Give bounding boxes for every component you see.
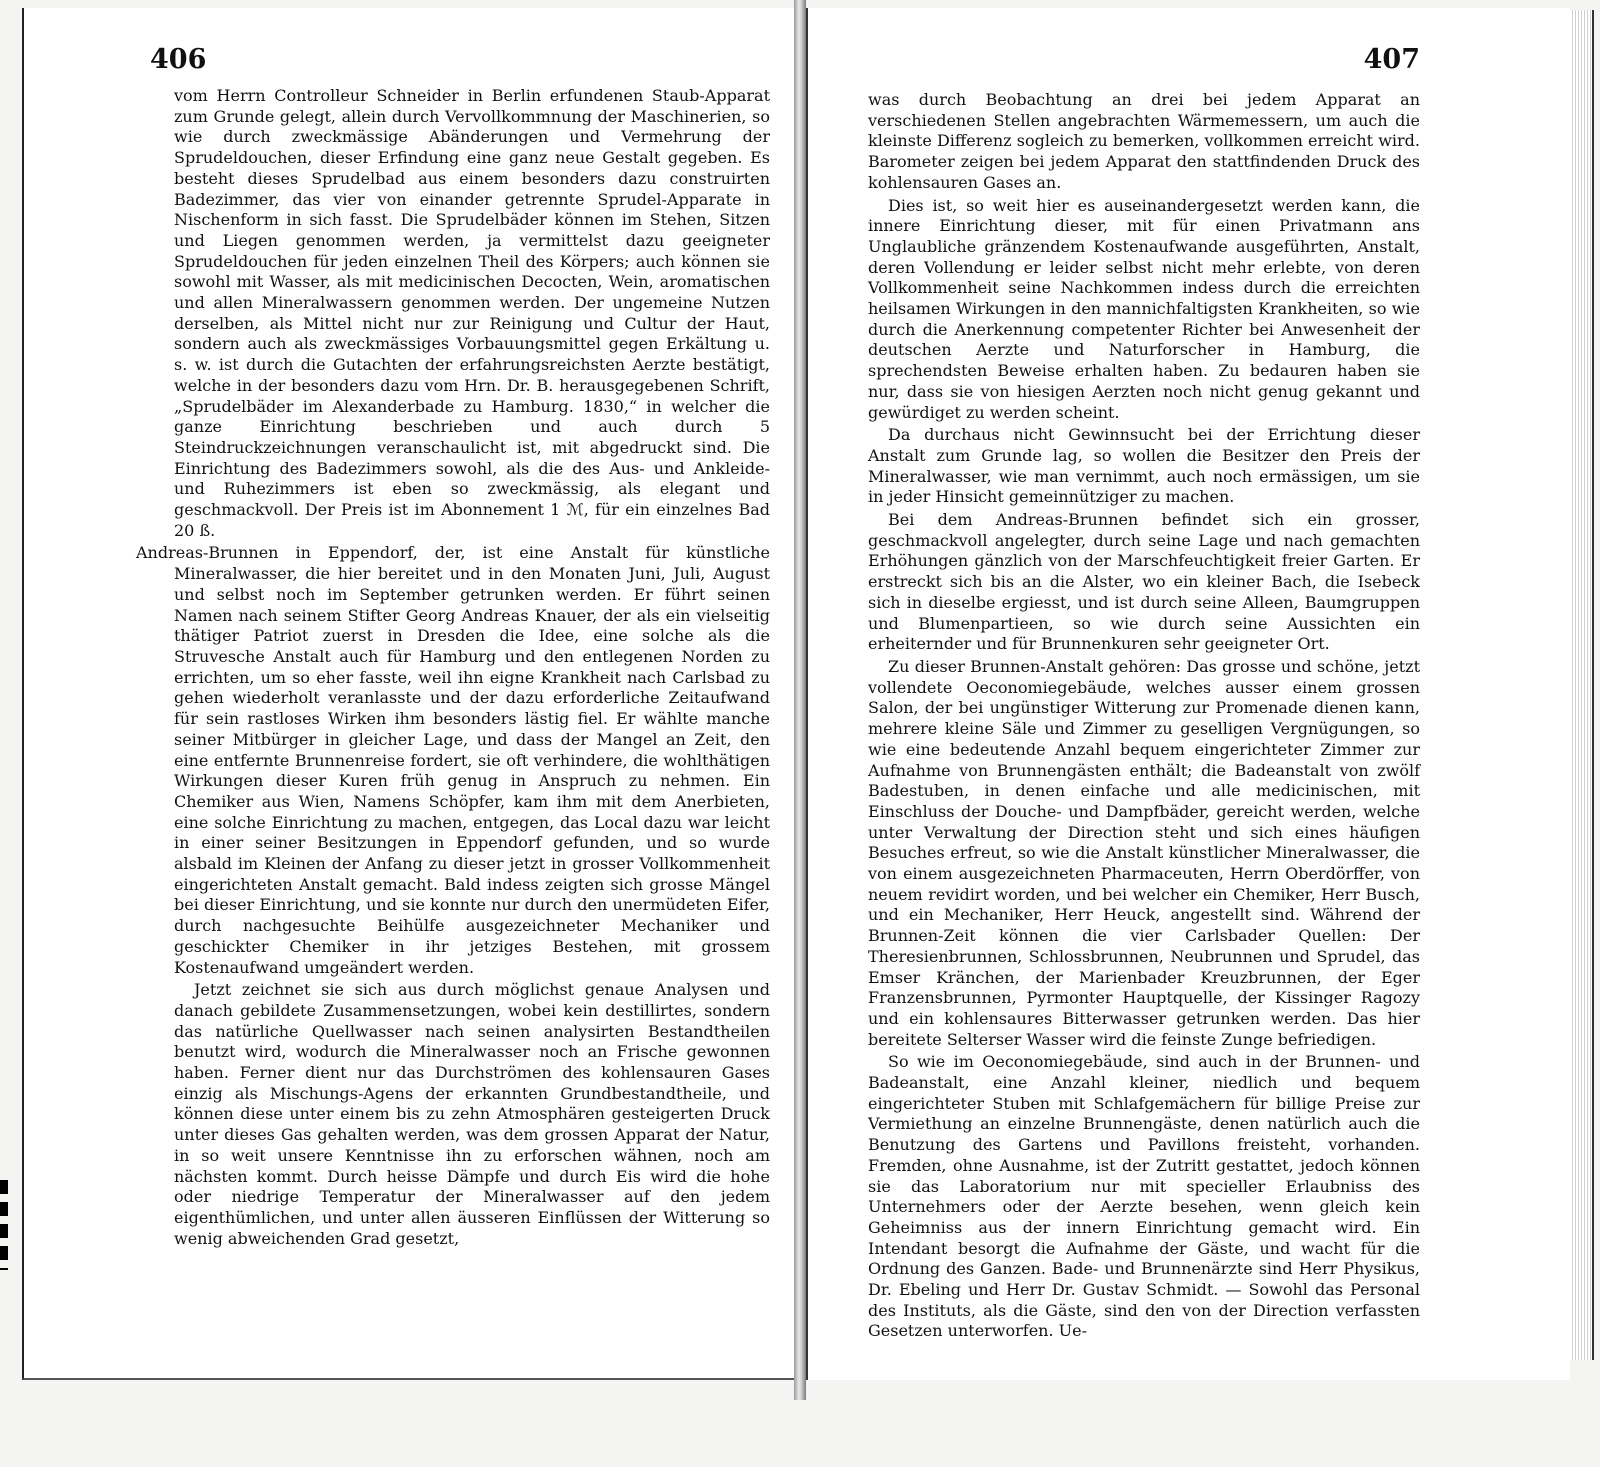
- paragraph: Dies ist, so weit hier es auseinandergesetzt werden kann, die innere Einrichtung dieser, mit für einen Privatmann ans Unglaubliche gränzendem Kostenaufwande ausgeführten, Anstalt, deren Vollendung er leider selbst nicht mehr erlebte, von deren Vollkommenheit seine Nachkommen indess durch die erreichten heilsamen Wirkungen in den mannichfaltigsten Krankheiten, so wie durch die Anerkennung competenter Richter bei Anwesenheit der deutschen Aerzte und Naturforscher in Hamburg, die sprechendsten Beweise erhalten haben. Zu bedauren haben sie nur, dass sie von hiesigen Aerzten noch nicht genug gekannt und gewürdiget zu werden scheint.: [868, 195, 1420, 422]
- paragraph: Jetzt zeichnet sie sich aus durch möglichst genaue Analysen und danach gebildete Zusammensetzungen, wobei kein destillirtes, sondern das natürliche Quellwasser nach seinen analysirten Bestandtheilen benutzt wird, wodurch die Mineralwasser noch an Frische gewonnen haben. Ferner dient nur das Durchströmen des kohlensauren Gases einzig als Mischungs-Agens der erkannten Grundbestandtheile, und können diese unter einem bis zu zehn Atmosphären gesteigerten Druck unter dieses Gas gehalten werden, was dem grossen Apparat der Natur, in so weit unsere Kenntnisse ihn zu erforschen wähnen, noch am nächsten kommt. Durch heisse Dämpfe und durch Eis wird die hohe oder niedrige Temperatur der Mineralwasser auf den jedem eigenthümlichen, und unter allen äusseren Einflüssen der Witterung so wenig abweichenden Grad gesetzt,: [174, 980, 770, 1248]
- right-page: [806, 8, 1570, 1380]
- page-number-left: 406: [150, 44, 207, 75]
- page-edges: [1570, 10, 1594, 1360]
- entry-andreas-brunnen: Andreas-Brunnen in Eppendorf, der, ist eine Anstalt für künstliche Mineralwasser, die hier bereitet und in den Monaten Juni, Juli, August und selbst noch im September getrunken werden. Er führt seinen Namen nach seinem Stifter Georg Andreas Knauer, der als ein vielseitig thätiger Patriot zuerst in Dresden die Idee, eine solche als die Struvesche Anstalt auch für Hamburg und den entlegenen Norden zu errichten, um so eher fasste, weil ihn eigne Krankheit nach Carlsbad zu gehen wiederholt veranlasste und der dazu erforderliche Zeitaufwand für sein rastloses Wirken ihm besonders lästig fiel. Er wählte manche seiner Mitbürger in gleicher Lage, und dass der Mangel an Zeit, den eine entfernte Brunnenreise fordert, sie oft verhindere, die wohlthätigen Wirkungen dieser Kuren früh genug in Anspruch zu nehmen. Ein Chemiker aus Wien, Namens Schöpfer, kam ihm mit dem Anerbieten, eine solche Einrichtung zu machen, entgegen, das Local dazu war leicht in einer seiner Besitzungen in Eppendorf gefunden, und so wurde alsbald im Kleinen der Anfang zu dieser jetzt in grosser Vollkommenheit eingerichteten Anstalt gemacht. Bald indess zeigten sich grosse Mängel bei dieser Einrichtung, und sie konnte nur durch den unermüdeten Eifer, durch nachgesuchte Beihülfe ausgezeichneter Mechaniker und geschickter Chemiker in ihr jetziges Bestehen, mit grossem Kostenaufwand umgeändert werden.: [136, 543, 770, 977]
- paragraph: Zu dieser Brunnen-Anstalt gehören: Das grosse und schöne, jetzt vollendete Oeconomiegebäude, welches ausser einem grossen Salon, der bei ungünstiger Witterung zur Promenade dienen kann, mehrere kleine Säle und Zimmer zu geselligen Vergnügungen, so wie eine bedeutende Anzahl bequem eingerichteter Zimmer zur Aufnahme von Brunnengästen enthält; die Badeanstalt von zwölf Badestuben, in denen einfache und alle medicinischen, mit Einschluss der Douche- und Dampfbäder, gereicht werden, welche unter Verwaltung der Direction steht und sich eines häufigen Besuches erfreut, so wie die Anstalt künstlicher Mineralwasser, die von einem ausgezeichneten Pharmaceuten, Herrn Oberdörffer, von neuem revidirt worden, und bei welcher ein Chemiker, Herr Busch, und ein Mechaniker, Herr Heuck, angestellt sind. Während der Brunnen-Zeit können die vier Carlsbader Quellen: Der Theresienbrunnen, Schlossbrunnen, Neubrunnen und Sprudel, das Emser Kränchen, der Marienbader Kreuzbrunnen, der Eger Franzensbrunnen, Pyrmonter Hauptquelle, der Kissinger Ragozy und ein kohlensaures Bitterwasser getrunken werden. Das hier bereitete Selterser Wasser wird die feinste Zunge befriedigen.: [868, 656, 1420, 1049]
- paragraph: So wie im Oeconomiegebäude, sind auch in der Brunnen- und Badeanstalt, eine Anzahl kleiner, niedlich und bequem eingerichteter Stuben mit Schlafgemächern für billige Preise zur Vermiethung an einzelne Brunnengäste, denen natürlich auch die Benutzung des Gartens und Pavillons freisteht, vorhanden. Fremden, ohne Ausnahme, ist der Zutritt gestattet, jedoch können sie das Laboratorium nur mit specieller Erlaubniss des Unternehmers oder der Aerzte besehen, wenn gleich kein Geheimniss aus der innern Einrichtung gemacht wird. Ein Intendant besorgt die Aufnahme der Gäste, und wacht für die Ordnung des Ganzen. Bade- und Brunnenärzte sind Herr Physikus, Dr. Ebeling und Herr Dr. Gustav Schmidt. — Sowohl das Personal des Instituts, als die Gäste, sind den von der Direction verfassten Gesetzen unterworfen. Ue-: [868, 1052, 1420, 1341]
- book-gutter: [794, 0, 806, 1400]
- paragraph: vom Herrn Controlleur Schneider in Berlin erfundenen Staub-Apparat zum Grunde gelegt, allein durch Vervollkommnung der Maschinerien, so wie durch zweckmässige Abänderungen und Vermehrung der Sprudeldouchen, dieser Erfindung eine ganz neue Gestalt gegeben. Es besteht dieses Sprudelbad aus einem besonders dazu construirten Badezimmer, das vier von einander getrennte Sprudel-Apparate in Nischenform in sich fasst. Die Sprudelbäder können im Stehen, Sitzen und Liegen genommen werden, ja vermittelst dazu geeigneter Sprudeldouchen für jeden einzelnen Theil des Körpers; auch können sie sowohl mit Wasser, als mit medicinischen Decocten, Wein, aromatischen und allen Mineralwassern genommen werden. Der ungemeine Nutzen derselben, als Mittel nicht nur zur Reinigung und Cultur der Haut, sondern auch als zweckmässiges Vorbauungsmittel gegen Erkältung u. s. w. ist durch die Gutachten der erfahrungsreichsten Aerzte bestätigt, welche in der besonders dazu vom Hrn. Dr. B. herausgegebenen Schrift, „Sprudelbäder im Alexanderbade zu Hamburg. 1830,“ in welcher die ganze Einrichtung beschrieben und auch durch 5 Steindruckzeichnungen veranschaulicht ist, mit abgedruckt sind. Die Einrichtung des Badezimmers sowohl, als die des Aus- und Ankleide- und Ruhezimmers ist eben so zweckmässig, als elegant und geschmackvoll. Der Preis ist im Abonnement 1 ℳ, für ein einzelnes Bad 20 ß.: [174, 86, 770, 540]
- scan-edge-marks: [0, 1180, 8, 1270]
- paragraph: Bei dem Andreas-Brunnen befindet sich ein grosser, geschmackvoll angelegter, durch seine Lage und nach gemachten Erhöhungen gänzlich von der Marschfeuchtigkeit freier Garten. Er erstreckt sich bis an die Alster, wo ein kleiner Bach, die Isebeck sich in dieselbe ergiesst, und ist durch seine Alleen, Baumgruppen und Blumenpartieen, so wie durch seine Aussichten ein erheiternder und für Brunnenkuren sehr geeigneter Ort.: [868, 510, 1420, 654]
- left-page: [22, 8, 794, 1380]
- paragraph: was durch Beobachtung an drei bei jedem Apparat an verschiedenen Stellen angebrachten Wärmemessern, um auch die kleinste Differenz sogleich zu bemerken, vollkommen erreicht wird. Barometer zeigen bei jedem Apparat den stattfindenden Druck des kohlensauren Gases an.: [868, 90, 1420, 192]
- paragraph: Da durchaus nicht Gewinnsucht bei der Errichtung dieser Anstalt zum Grunde lag, so wollen die Besitzer den Preis der Mineralwasser, wie man vernimmt, auch noch ermässigen, um sie in jeder Hinsicht gemeinnütziger zu machen.: [868, 425, 1420, 507]
- page-number-right: 407: [1363, 44, 1420, 75]
